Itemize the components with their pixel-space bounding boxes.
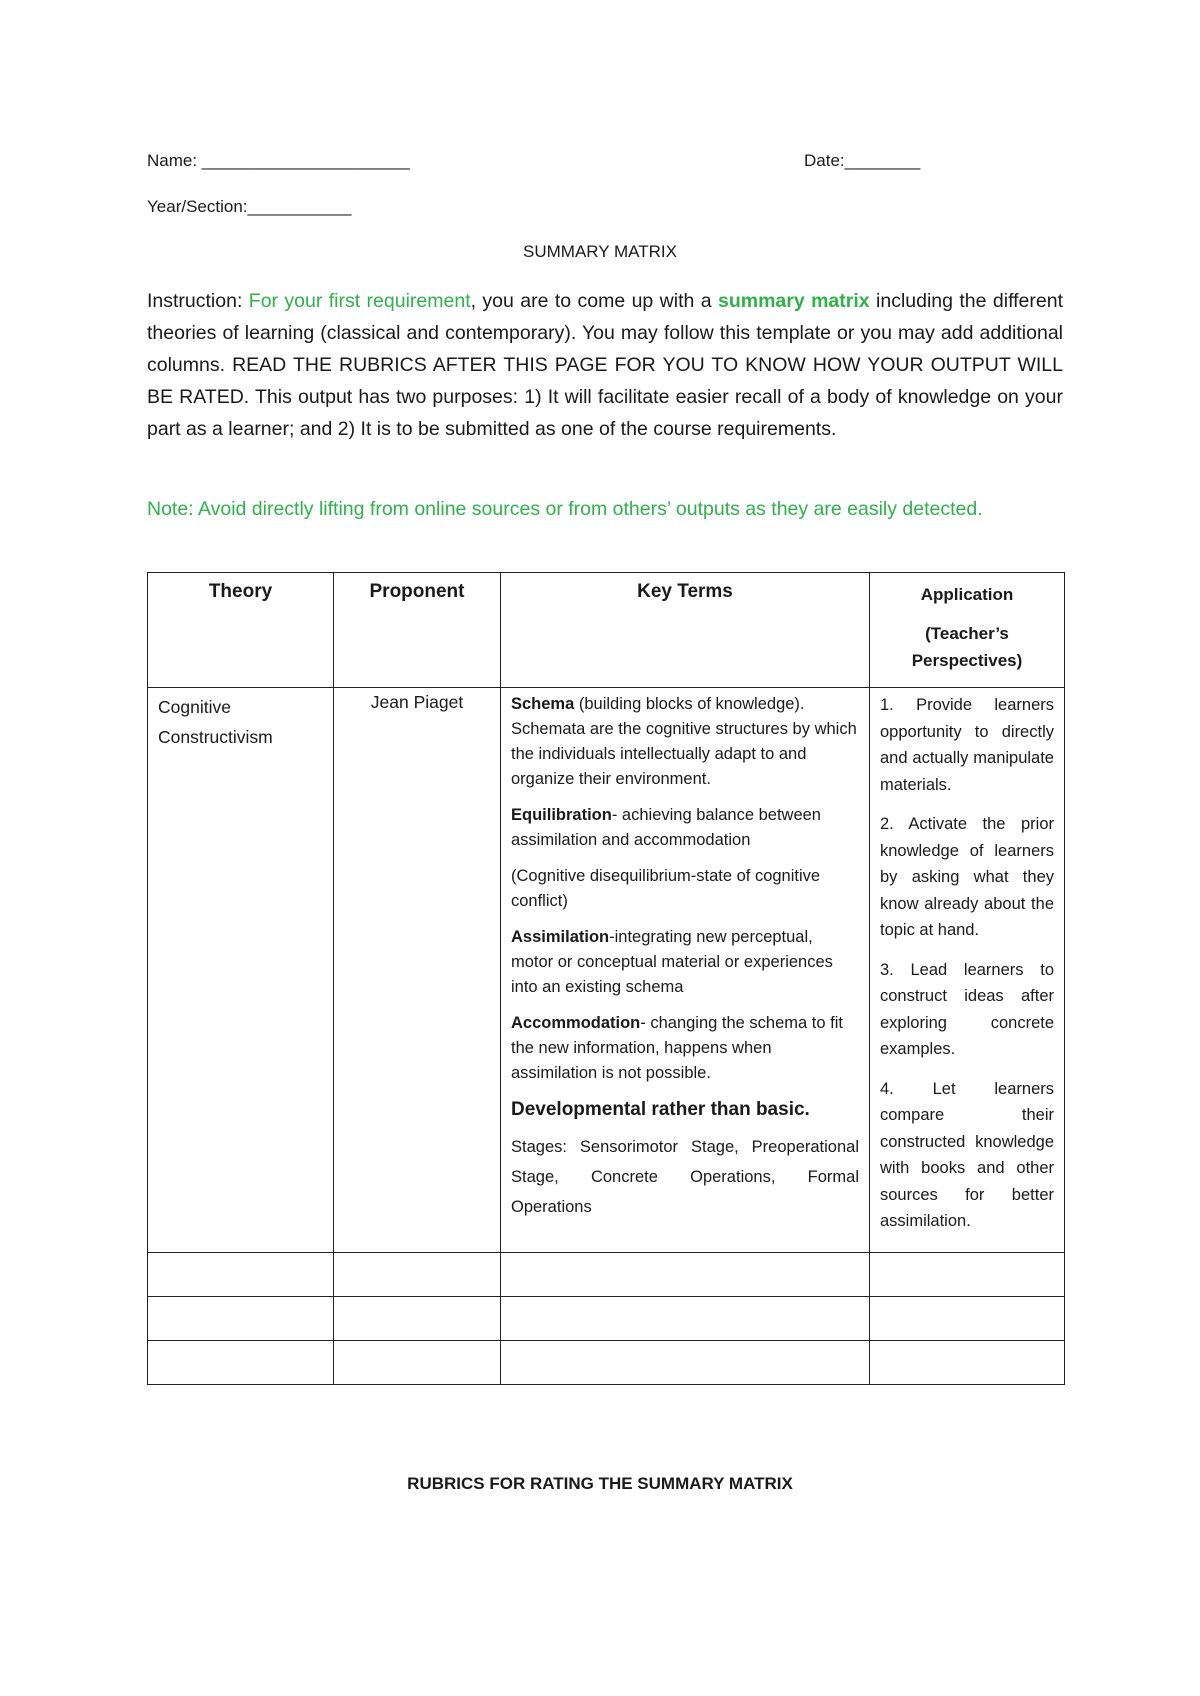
empty-cell — [870, 1252, 1065, 1296]
instruction-text-b: including the different theories of learning (classical and contemporary). You may follow this template or you may add additional columns. READ THE RUBRICS AFTER THIS PAGE FOR YOU TO KNOW HOW YOUR OUTPUT WILL BE RATED. This output has two purposes: 1) It will facilitate easier recall of a body of knowledge on your part as a learner; and 2) It is to be submitted as one of the course requirements. — [147, 290, 1063, 440]
year-section-field-label: Year/Section:___________ — [147, 197, 352, 216]
name-field-label: Name: ______________________ — [147, 151, 410, 170]
cell-key-terms — [501, 688, 870, 1253]
table-row — [148, 1252, 1065, 1296]
empty-cell — [334, 1296, 501, 1340]
instruction-text-a: , you are to come up with a — [470, 290, 718, 312]
empty-cell — [870, 1340, 1065, 1384]
key-term-accommodation: Accommodation- changing the schema to fit the new information, happens when assimilation is not possible. — [511, 1014, 843, 1082]
empty-cell — [148, 1340, 334, 1384]
empty-cell — [501, 1340, 870, 1384]
header-application-line1: Application — [920, 585, 1014, 604]
empty-cell — [334, 1340, 501, 1384]
table-row — [148, 1340, 1065, 1384]
instruction-paragraph — [147, 285, 1063, 445]
key-term-assimilation: Assimilation-integrating new perceptual, motor or conceptual material or experiences into an existing schema — [511, 928, 833, 996]
cell-theory: Cognitive Constructivism — [148, 688, 334, 1253]
instruction-label: Instruction: — [147, 290, 249, 312]
cell-proponent: Jean Piaget — [334, 688, 501, 1253]
instruction-highlight-summary-matrix: summary matrix — [717, 290, 870, 312]
key-term-disequilibrium: (Cognitive disequilibrium-state of cognitive conflict) — [511, 867, 821, 910]
table-row — [148, 1296, 1065, 1340]
date-field-label: Date:________ — [804, 151, 921, 170]
key-term-developmental: Developmental rather than basic. — [511, 1099, 810, 1120]
instruction-highlight-first-requirement: For your first requirement — [248, 290, 471, 312]
cell-application — [870, 688, 1065, 1253]
header-application-line3: Perspectives) — [911, 651, 1023, 670]
rubrics-title: RUBRICS FOR RATING THE SUMMARY MATRIX — [407, 1474, 793, 1493]
header-application-line2: (Teacher’s — [925, 624, 1009, 643]
application-item-1: 1. Provide learners opportunity to directly and actually manipulate materials. — [880, 696, 1054, 794]
table-row — [148, 688, 1065, 1253]
application-item-2: 2. Activate the prior knowledge of learners by asking what they know already about the topic at hand. — [880, 815, 1054, 939]
application-item-3: 3. Lead learners to construct ideas after exploring concrete examples. — [880, 960, 1054, 1058]
empty-cell — [501, 1296, 870, 1340]
empty-cell — [501, 1252, 870, 1296]
application-item-4: 4. Let learners compare their constructed knowledge with books and other sources for better assimilation. — [880, 1079, 1054, 1230]
empty-cell — [334, 1252, 501, 1296]
key-term-equilibration: Equilibration- achieving balance between assimilation and accommodation — [511, 806, 821, 849]
header-theory: Theory — [148, 573, 334, 688]
page-title: SUMMARY MATRIX — [523, 242, 677, 261]
empty-cell — [148, 1296, 334, 1340]
note-paragraph: Note: Avoid directly lifting from online sources or from others’ outputs as they are easily detected. — [147, 498, 983, 520]
header-proponent: Proponent — [334, 573, 501, 688]
summary-matrix-table — [147, 572, 1065, 1385]
empty-cell — [148, 1252, 334, 1296]
key-term-schema: Schema (building blocks of knowledge). Schemata are the cognitive structures by which the individuals intellectually adapt to and organize their environment. — [511, 695, 857, 788]
table-header-row — [148, 573, 1065, 688]
empty-cell — [870, 1296, 1065, 1340]
header-application — [870, 573, 1065, 688]
key-term-stages: Stages: Sensorimotor Stage, Preoperational Stage, Concrete Operations, Formal Operations — [511, 1138, 859, 1216]
header-key-terms: Key Terms — [501, 573, 870, 688]
